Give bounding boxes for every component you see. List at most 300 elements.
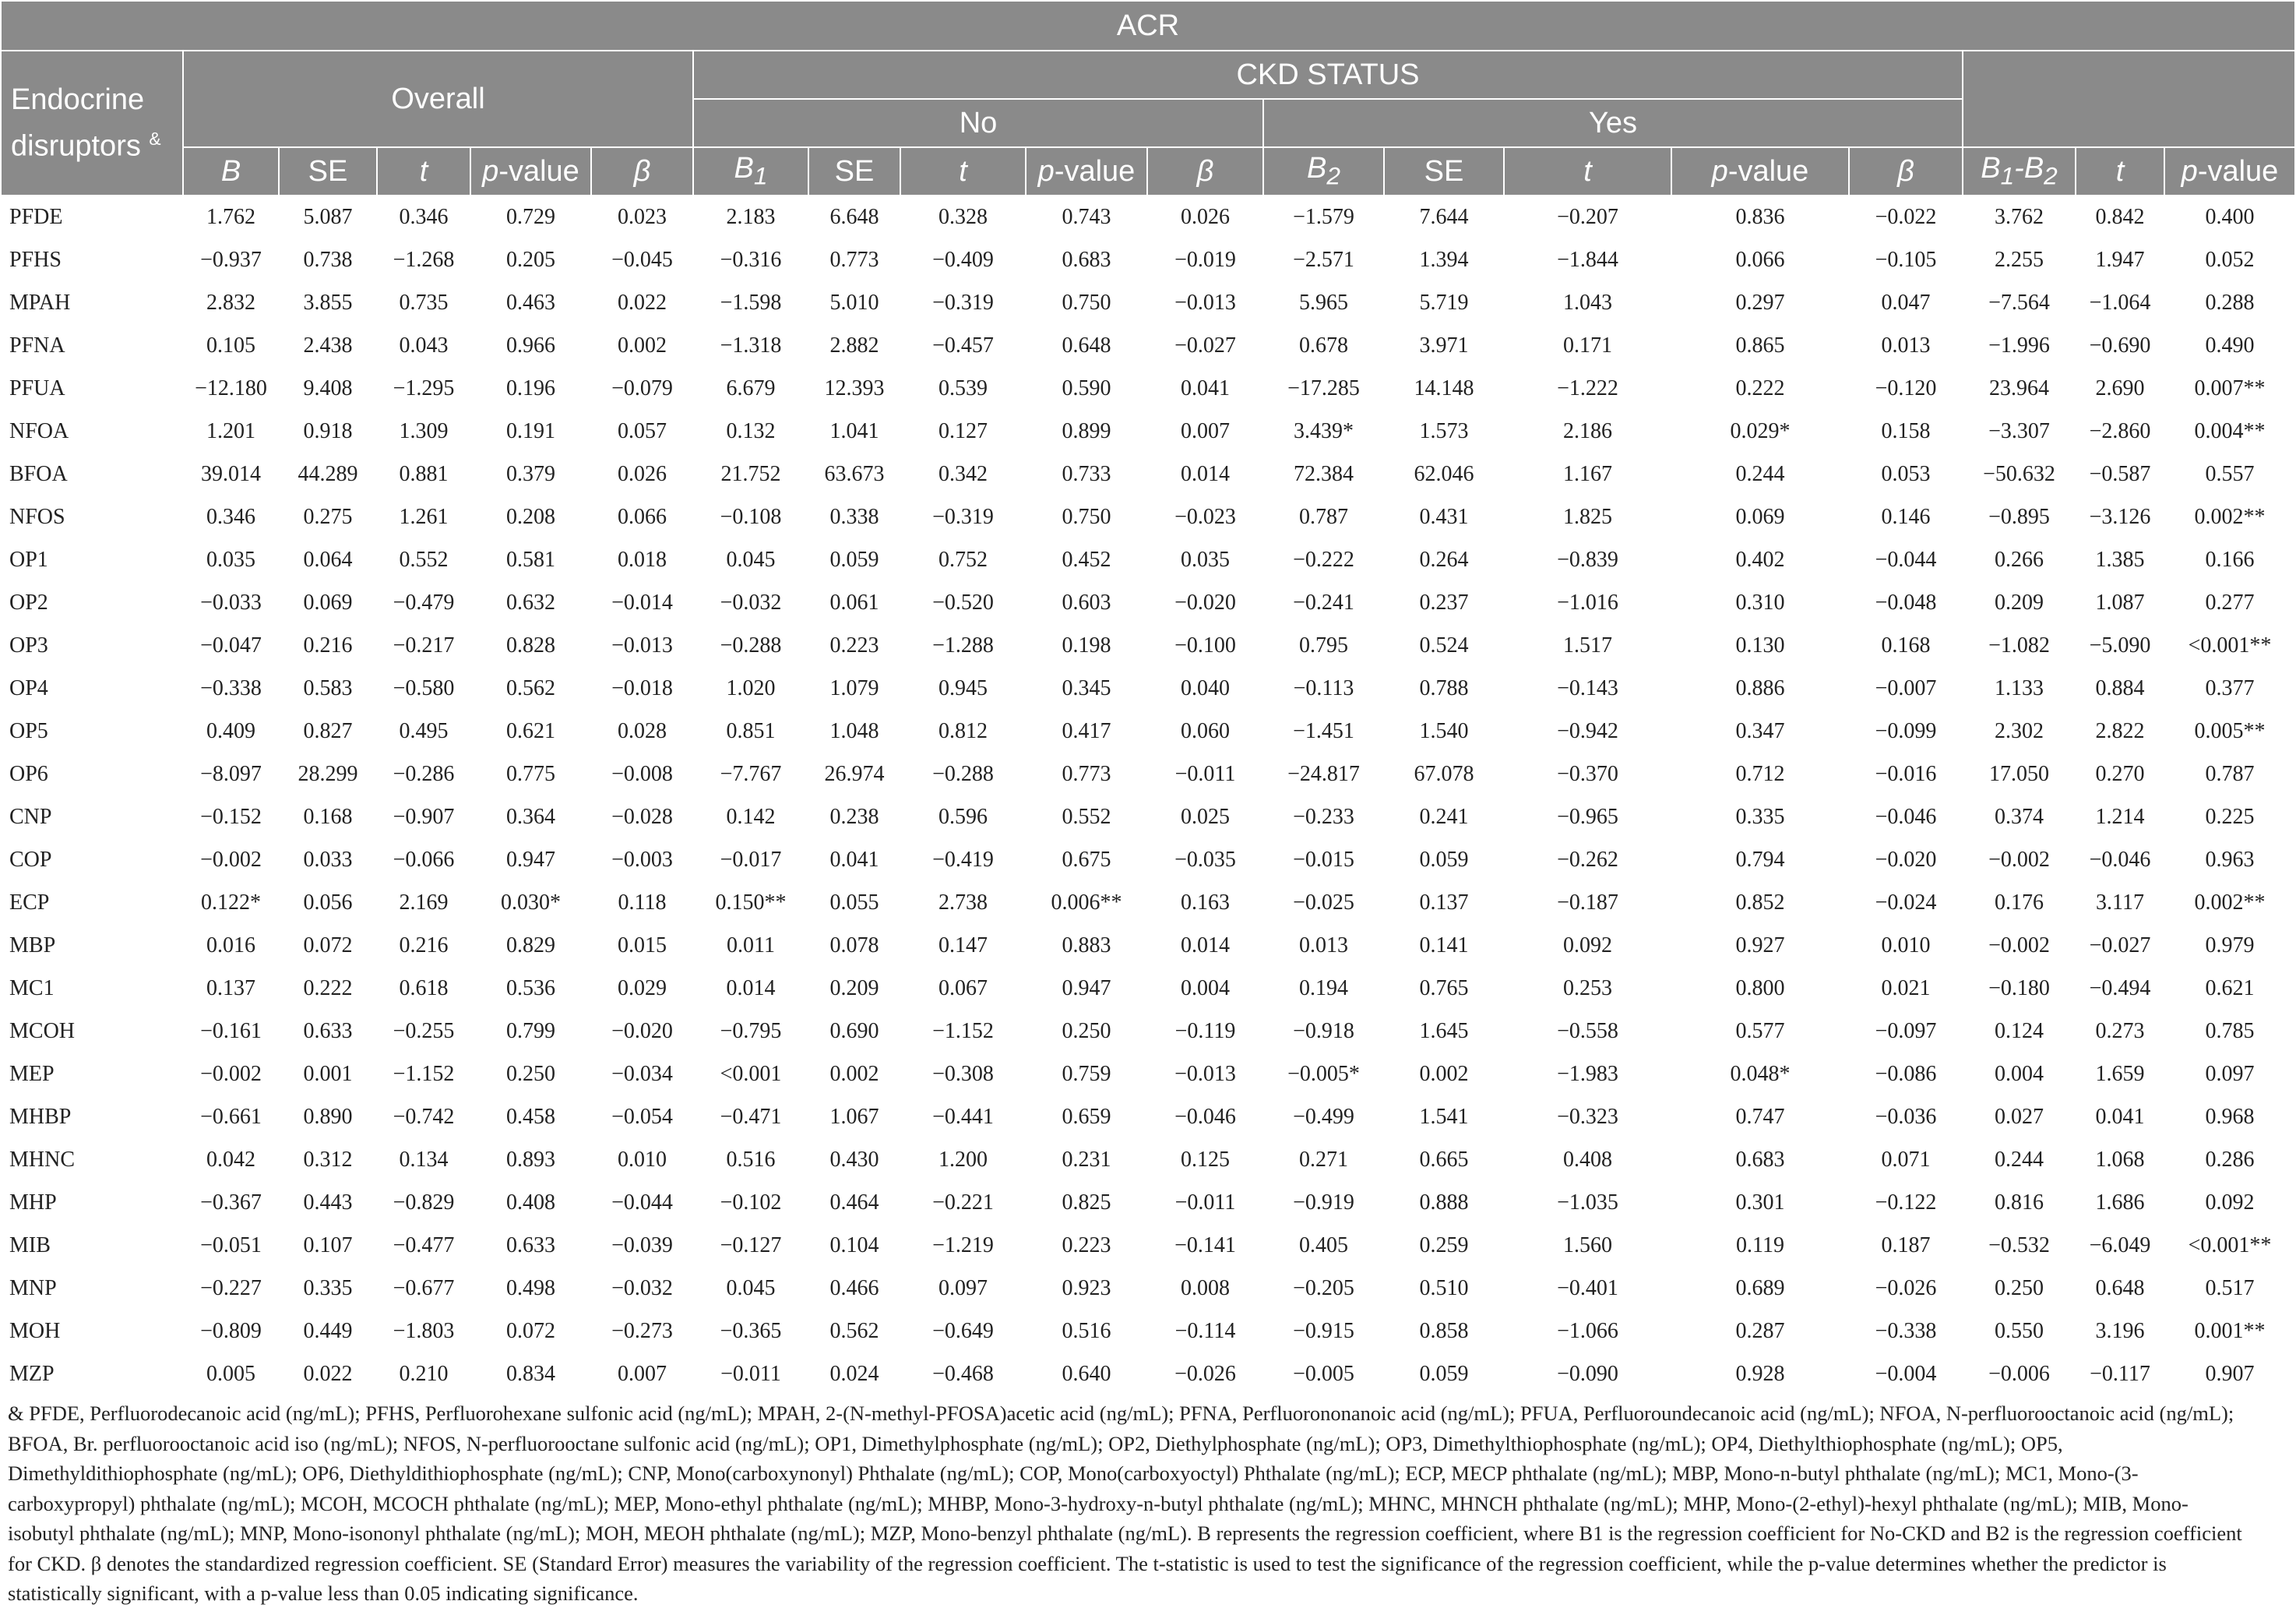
- table-cell: 72.384: [1263, 453, 1384, 495]
- table-cell: −0.829: [377, 1181, 470, 1224]
- table-cell: 17.050: [1963, 753, 2076, 795]
- table-cell: 0.346: [183, 495, 279, 538]
- table-cell: 0.196: [470, 367, 591, 410]
- table-cell: 0.788: [1384, 667, 1504, 710]
- table-cell: −0.114: [1147, 1310, 1263, 1352]
- table-cell: −0.222: [1263, 538, 1384, 581]
- row-label: BFOA: [1, 453, 183, 495]
- table-cell: 0.026: [1147, 196, 1263, 238]
- table-cell: 1.573: [1384, 410, 1504, 453]
- table-cell: 0.816: [1963, 1181, 2076, 1224]
- table-cell: 3.196: [2076, 1310, 2164, 1352]
- table-cell: 0.632: [470, 581, 591, 624]
- table-cell: 0.799: [470, 1010, 591, 1053]
- table-cell: 0.621: [470, 710, 591, 753]
- table-cell: 0.562: [470, 667, 591, 710]
- table-cell: 0.752: [900, 538, 1026, 581]
- row-label: OP3: [1, 624, 183, 667]
- table-cell: 5.010: [808, 281, 900, 324]
- col-pvalue-no: p-value: [1026, 147, 1147, 196]
- table-cell: −1.451: [1263, 710, 1384, 753]
- table-cell: −0.532: [1963, 1224, 2076, 1267]
- table-cell: 2.302: [1963, 710, 2076, 753]
- table-cell: 0.223: [808, 624, 900, 667]
- table-cell: −0.013: [1147, 281, 1263, 324]
- table-cell: 0.002: [1384, 1053, 1504, 1095]
- table-cell: 0.712: [1671, 753, 1849, 795]
- table-cell: −0.045: [591, 238, 693, 281]
- table-cell: −0.054: [591, 1095, 693, 1138]
- table-cell: 0.029: [591, 967, 693, 1010]
- table-cell: 0.603: [1026, 581, 1147, 624]
- table-cell: −0.011: [693, 1352, 808, 1395]
- row-label: OP2: [1, 581, 183, 624]
- table-body: [1, 196, 2295, 1395]
- table-cell: 0.463: [470, 281, 591, 324]
- table-cell: 0.013: [1849, 324, 1963, 367]
- table-cell: 0.002**: [2164, 495, 2295, 538]
- table-cell: −0.316: [693, 238, 808, 281]
- table-cell: −0.127: [693, 1224, 808, 1267]
- table-cell: 0.408: [470, 1181, 591, 1224]
- table-row: [1, 1310, 2295, 1352]
- table-row: [1, 1181, 2295, 1224]
- table-cell: −0.017: [693, 838, 808, 881]
- table-cell: 0.759: [1026, 1053, 1147, 1095]
- table-cell: −0.401: [1504, 1267, 1671, 1310]
- table-cell: 0.216: [377, 924, 470, 967]
- table-cell: 0.166: [2164, 538, 2295, 581]
- table-cell: 0.828: [470, 624, 591, 667]
- table-cell: 0.812: [900, 710, 1026, 753]
- table-cell: 0.134: [377, 1138, 470, 1181]
- table-cell: 0.907: [2164, 1352, 2295, 1395]
- table-cell: 0.836: [1671, 196, 1849, 238]
- table-cell: −1.598: [693, 281, 808, 324]
- table-cell: 0.027: [1963, 1095, 2076, 1138]
- table-cell: 0.132: [693, 410, 808, 453]
- col-pvalue-yes: p-value: [1671, 147, 1849, 196]
- table-cell: 0.150**: [693, 881, 808, 924]
- table-cell: −1.152: [377, 1053, 470, 1095]
- table-cell: 0.053: [1849, 453, 1963, 495]
- table-cell: 0.829: [470, 924, 591, 967]
- table-cell: 0.137: [1384, 881, 1504, 924]
- table-cell: 0.852: [1671, 881, 1849, 924]
- table-cell: 0.137: [183, 967, 279, 1010]
- table-cell: 1.201: [183, 410, 279, 453]
- table-cell: 0.377: [2164, 667, 2295, 710]
- table-cell: 0.021: [1849, 967, 1963, 1010]
- table-cell: −0.221: [900, 1181, 1026, 1224]
- table-cell: 0.040: [1147, 667, 1263, 710]
- table-cell: 0.539: [900, 367, 1026, 410]
- table-cell: −1.996: [1963, 324, 2076, 367]
- table-cell: 0.328: [900, 196, 1026, 238]
- table-cell: 0.007**: [2164, 367, 2295, 410]
- table-cell: −1.803: [377, 1310, 470, 1352]
- table-cell: −0.205: [1263, 1267, 1384, 1310]
- table-cell: 6.679: [693, 367, 808, 410]
- table-cell: 1.048: [808, 710, 900, 753]
- table-cell: 0.105: [183, 324, 279, 367]
- table-cell: 0.057: [591, 410, 693, 453]
- table-cell: 0.237: [1384, 581, 1504, 624]
- table-cell: 0.241: [1384, 795, 1504, 838]
- table-cell: 2.183: [693, 196, 808, 238]
- table-cell: 0.198: [1026, 624, 1147, 667]
- table-cell: −0.007: [1849, 667, 1963, 710]
- table-cell: 0.557: [2164, 453, 2295, 495]
- table-cell: 14.148: [1384, 367, 1504, 410]
- table-cell: 2.738: [900, 881, 1026, 924]
- table-cell: 1.659: [2076, 1053, 2164, 1095]
- table-cell: 0.064: [279, 538, 377, 581]
- table-cell: −1.268: [377, 238, 470, 281]
- table-cell: 0.191: [470, 410, 591, 453]
- table-cell: 0.345: [1026, 667, 1147, 710]
- table-cell: −0.187: [1504, 881, 1671, 924]
- table-cell: 0.747: [1671, 1095, 1849, 1138]
- table-cell: 0.312: [279, 1138, 377, 1181]
- table-cell: 1.067: [808, 1095, 900, 1138]
- table-cell: −0.002: [183, 1053, 279, 1095]
- table-cell: 0.858: [1384, 1310, 1504, 1352]
- col-B1: $B_1$: [693, 147, 808, 196]
- table-cell: 0.059: [1384, 838, 1504, 881]
- table-cell: 1.079: [808, 667, 900, 710]
- table-cell: −0.015: [1263, 838, 1384, 881]
- table-cell: 0.029*: [1671, 410, 1849, 453]
- table-cell: 0.023: [591, 196, 693, 238]
- table-cell: 5.087: [279, 196, 377, 238]
- table-cell: −0.046: [2076, 838, 2164, 881]
- table-cell: −1.219: [900, 1224, 1026, 1267]
- table-cell: 0.633: [470, 1224, 591, 1267]
- table-cell: 0.259: [1384, 1224, 1504, 1267]
- table-row: [1, 1010, 2295, 1053]
- table-cell: 0.035: [1147, 538, 1263, 581]
- table-cell: 62.046: [1384, 453, 1504, 495]
- table-cell: 0.884: [2076, 667, 2164, 710]
- table-cell: 0.127: [900, 410, 1026, 453]
- table-cell: 0.888: [1384, 1181, 1504, 1224]
- table-cell: 0.963: [2164, 838, 2295, 881]
- table-cell: 1.686: [2076, 1181, 2164, 1224]
- table-cell: 0.052: [2164, 238, 2295, 281]
- table-cell: 0.927: [1671, 924, 1849, 967]
- table-cell: −0.152: [183, 795, 279, 838]
- table-cell: 0.498: [470, 1267, 591, 1310]
- table-cell: 0.043: [377, 324, 470, 367]
- table-cell: 0.010: [591, 1138, 693, 1181]
- table-cell: −0.233: [1263, 795, 1384, 838]
- table-cell: 0.288: [2164, 281, 2295, 324]
- table-cell: −0.013: [1147, 1053, 1263, 1095]
- table-cell: −0.035: [1147, 838, 1263, 881]
- table-cell: 0.550: [1963, 1310, 2076, 1352]
- table-cell: −0.479: [377, 581, 470, 624]
- table-cell: 0.409: [183, 710, 279, 753]
- table-cell: −0.795: [693, 1010, 808, 1053]
- table-cell: −0.323: [1504, 1095, 1671, 1138]
- table-cell: 0.225: [2164, 795, 2295, 838]
- table-cell: 0.026: [591, 453, 693, 495]
- table-row: [1, 924, 2295, 967]
- table-cell: 0.899: [1026, 410, 1147, 453]
- table-cell: 0.005: [183, 1352, 279, 1395]
- col-B: B: [183, 147, 279, 196]
- table-cell: 26.974: [808, 753, 900, 795]
- row-label: MBP: [1, 924, 183, 967]
- table-cell: 0.025: [1147, 795, 1263, 838]
- table-cell: 28.299: [279, 753, 377, 795]
- table-cell: 0.979: [2164, 924, 2295, 967]
- table-cell: 1.517: [1504, 624, 1671, 667]
- table-cell: 0.743: [1026, 196, 1147, 238]
- table-cell: 2.822: [2076, 710, 2164, 753]
- table-cell: −0.119: [1147, 1010, 1263, 1053]
- table-cell: 0.194: [1263, 967, 1384, 1010]
- table-cell: −0.288: [900, 753, 1026, 795]
- col-SE-no: SE: [808, 147, 900, 196]
- table-cell: 0.640: [1026, 1352, 1147, 1395]
- table-cell: −0.105: [1849, 238, 1963, 281]
- table-cell: 0.596: [900, 795, 1026, 838]
- table-cell: −0.661: [183, 1095, 279, 1138]
- table-cell: 0.947: [470, 838, 591, 881]
- table-cell: −24.817: [1263, 753, 1384, 795]
- table-cell: −0.079: [591, 367, 693, 410]
- table-cell: −1.579: [1263, 196, 1384, 238]
- col-SE-yes: SE: [1384, 147, 1504, 196]
- table-cell: 0.842: [2076, 196, 2164, 238]
- table-cell: −0.100: [1147, 624, 1263, 667]
- table-cell: 0.893: [470, 1138, 591, 1181]
- table-cell: 0.061: [808, 581, 900, 624]
- table-cell: 0.405: [1263, 1224, 1384, 1267]
- col-t-diff: t: [2076, 147, 2164, 196]
- table-cell: 0.253: [1504, 967, 1671, 1010]
- table-row: [1, 495, 2295, 538]
- table-cell: −0.370: [1504, 753, 1671, 795]
- table-cell: 0.750: [1026, 495, 1147, 538]
- table-cell: −0.003: [591, 838, 693, 881]
- table-cell: −0.677: [377, 1267, 470, 1310]
- table-cell: −0.046: [1849, 795, 1963, 838]
- table-cell: 0.042: [183, 1138, 279, 1181]
- endocrine-header: [1, 51, 183, 196]
- table-cell: 0.735: [377, 281, 470, 324]
- row-label: OP4: [1, 667, 183, 710]
- table-cell: 1.947: [2076, 238, 2164, 281]
- table-cell: 0.552: [1026, 795, 1147, 838]
- table-cell: 0.947: [1026, 967, 1147, 1010]
- table-row: [1, 367, 2295, 410]
- table-cell: 63.673: [808, 453, 900, 495]
- table-cell: 0.297: [1671, 281, 1849, 324]
- col-B2: $B_2$: [1263, 147, 1384, 196]
- table-cell: 1.540: [1384, 710, 1504, 753]
- table-cell: −0.113: [1263, 667, 1384, 710]
- table-cell: 0.773: [808, 238, 900, 281]
- table-cell: 2.169: [377, 881, 470, 924]
- table-cell: −0.809: [183, 1310, 279, 1352]
- table-cell: −1.844: [1504, 238, 1671, 281]
- table-cell: 0.013: [1263, 924, 1384, 967]
- table-cell: −0.051: [183, 1224, 279, 1267]
- table-cell: 0.205: [470, 238, 591, 281]
- table-cell: −0.020: [1147, 581, 1263, 624]
- table-row: [1, 453, 2295, 495]
- table-cell: −50.632: [1963, 453, 2076, 495]
- table-cell: −5.090: [2076, 624, 2164, 667]
- table-cell: 0.125: [1147, 1138, 1263, 1181]
- table-cell: −0.019: [1147, 238, 1263, 281]
- table-cell: 0.010: [1849, 924, 1963, 967]
- table-cell: 3.439*: [1263, 410, 1384, 453]
- table-cell: −0.942: [1504, 710, 1671, 753]
- table-cell: 0.004**: [2164, 410, 2295, 453]
- table-cell: −0.558: [1504, 1010, 1671, 1053]
- table-cell: 0.209: [1963, 581, 2076, 624]
- table-cell: 0.364: [470, 795, 591, 838]
- table-cell: 3.855: [279, 281, 377, 324]
- table-cell: 1.087: [2076, 581, 2164, 624]
- table-cell: 1.133: [1963, 667, 2076, 710]
- table-cell: 67.078: [1384, 753, 1504, 795]
- table-cell: 3.971: [1384, 324, 1504, 367]
- table-row: [1, 667, 2295, 710]
- row-label: COP: [1, 838, 183, 881]
- table-cell: 0.045: [693, 1267, 808, 1310]
- table-cell: −0.468: [900, 1352, 1026, 1395]
- table-cell: 0.335: [1671, 795, 1849, 838]
- col-beta-no: β: [1147, 147, 1263, 196]
- table-cell: 0.458: [470, 1095, 591, 1138]
- table-cell: 0.041: [2076, 1095, 2164, 1138]
- table-cell: 0.250: [1963, 1267, 2076, 1310]
- table-cell: −2.860: [2076, 410, 2164, 453]
- table-cell: 0.163: [1147, 881, 1263, 924]
- table-cell: 2.882: [808, 324, 900, 367]
- table-cell: −0.919: [1263, 1181, 1384, 1224]
- table-cell: −7.564: [1963, 281, 2076, 324]
- table-cell: −2.571: [1263, 238, 1384, 281]
- table-cell: 0.001: [279, 1053, 377, 1095]
- table-cell: 0.171: [1504, 324, 1671, 367]
- table-cell: 0.141: [1384, 924, 1504, 967]
- table-cell: −3.307: [1963, 410, 2076, 453]
- table-cell: 0.379: [470, 453, 591, 495]
- table-cell: 0.107: [279, 1224, 377, 1267]
- table-cell: 0.055: [808, 881, 900, 924]
- table-row: [1, 967, 2295, 1010]
- col-SE: SE: [279, 147, 377, 196]
- table-cell: −0.319: [900, 495, 1026, 538]
- table-cell: 0.400: [2164, 196, 2295, 238]
- table-cell: 0.244: [1671, 453, 1849, 495]
- table-cell: 1.825: [1504, 495, 1671, 538]
- table-cell: 0.142: [693, 795, 808, 838]
- table-cell: −0.097: [1849, 1010, 1963, 1053]
- table-cell: −0.477: [377, 1224, 470, 1267]
- table-cell: 0.069: [1671, 495, 1849, 538]
- table-cell: −0.587: [2076, 453, 2164, 495]
- table-cell: −0.033: [183, 581, 279, 624]
- table-cell: −0.090: [1504, 1352, 1671, 1395]
- table-cell: −0.141: [1147, 1224, 1263, 1267]
- table-cell: 5.965: [1263, 281, 1384, 324]
- table-cell: −0.011: [1147, 1181, 1263, 1224]
- table-cell: 0.216: [279, 624, 377, 667]
- row-label: MOH: [1, 1310, 183, 1352]
- table-cell: 0.028: [591, 710, 693, 753]
- table-cell: −0.020: [1849, 838, 1963, 881]
- table-cell: 0.729: [470, 196, 591, 238]
- table-cell: −0.308: [900, 1053, 1026, 1095]
- table-cell: −0.005*: [1263, 1053, 1384, 1095]
- table-cell: 0.648: [2076, 1267, 2164, 1310]
- table-cell: −0.117: [2076, 1352, 2164, 1395]
- table-row: [1, 881, 2295, 924]
- table-cell: 0.041: [1147, 367, 1263, 410]
- table-row: [1, 1224, 2295, 1267]
- table-cell: 0.266: [1963, 538, 2076, 581]
- table-cell: 7.644: [1384, 196, 1504, 238]
- yes-ckd-header: Yes: [1263, 99, 1963, 147]
- table-cell: −0.217: [377, 624, 470, 667]
- table-row: [1, 581, 2295, 624]
- table-cell: −1.066: [1504, 1310, 1671, 1352]
- table-row: [1, 238, 2295, 281]
- table-row: [1, 1352, 2295, 1395]
- table-cell: 1.068: [2076, 1138, 2164, 1181]
- table-cell: −0.419: [900, 838, 1026, 881]
- table-cell: 0.402: [1671, 538, 1849, 581]
- table-cell: −0.034: [591, 1053, 693, 1095]
- table-cell: −0.286: [377, 753, 470, 795]
- row-label: OP5: [1, 710, 183, 753]
- table-cell: 0.690: [808, 1010, 900, 1053]
- table-cell: 0.968: [2164, 1095, 2295, 1138]
- table-cell: <0.001**: [2164, 1224, 2295, 1267]
- table-cell: 0.277: [2164, 581, 2295, 624]
- table-cell: 0.464: [808, 1181, 900, 1224]
- table-cell: 0.047: [1849, 281, 1963, 324]
- table-cell: 0.223: [1026, 1224, 1147, 1267]
- row-label: NFOA: [1, 410, 183, 453]
- table-cell: 2.832: [183, 281, 279, 324]
- acr-title: ACR: [1, 1, 2295, 51]
- table-row: [1, 1267, 2295, 1310]
- table-row: [1, 710, 2295, 753]
- table-cell: 0.825: [1026, 1181, 1147, 1224]
- table-cell: 0.945: [900, 667, 1026, 710]
- table-cell: −0.120: [1849, 367, 1963, 410]
- table-cell: −0.255: [377, 1010, 470, 1053]
- table-cell: 0.264: [1384, 538, 1504, 581]
- table-cell: −0.580: [377, 667, 470, 710]
- table-row: [1, 838, 2295, 881]
- row-label: NFOS: [1, 495, 183, 538]
- table-cell: 0.030*: [470, 881, 591, 924]
- table-cell: 0.581: [470, 538, 591, 581]
- table-cell: 0.883: [1026, 924, 1147, 967]
- table-cell: 0.516: [1026, 1310, 1147, 1352]
- table-cell: −0.365: [693, 1310, 808, 1352]
- table-cell: 1.309: [377, 410, 470, 453]
